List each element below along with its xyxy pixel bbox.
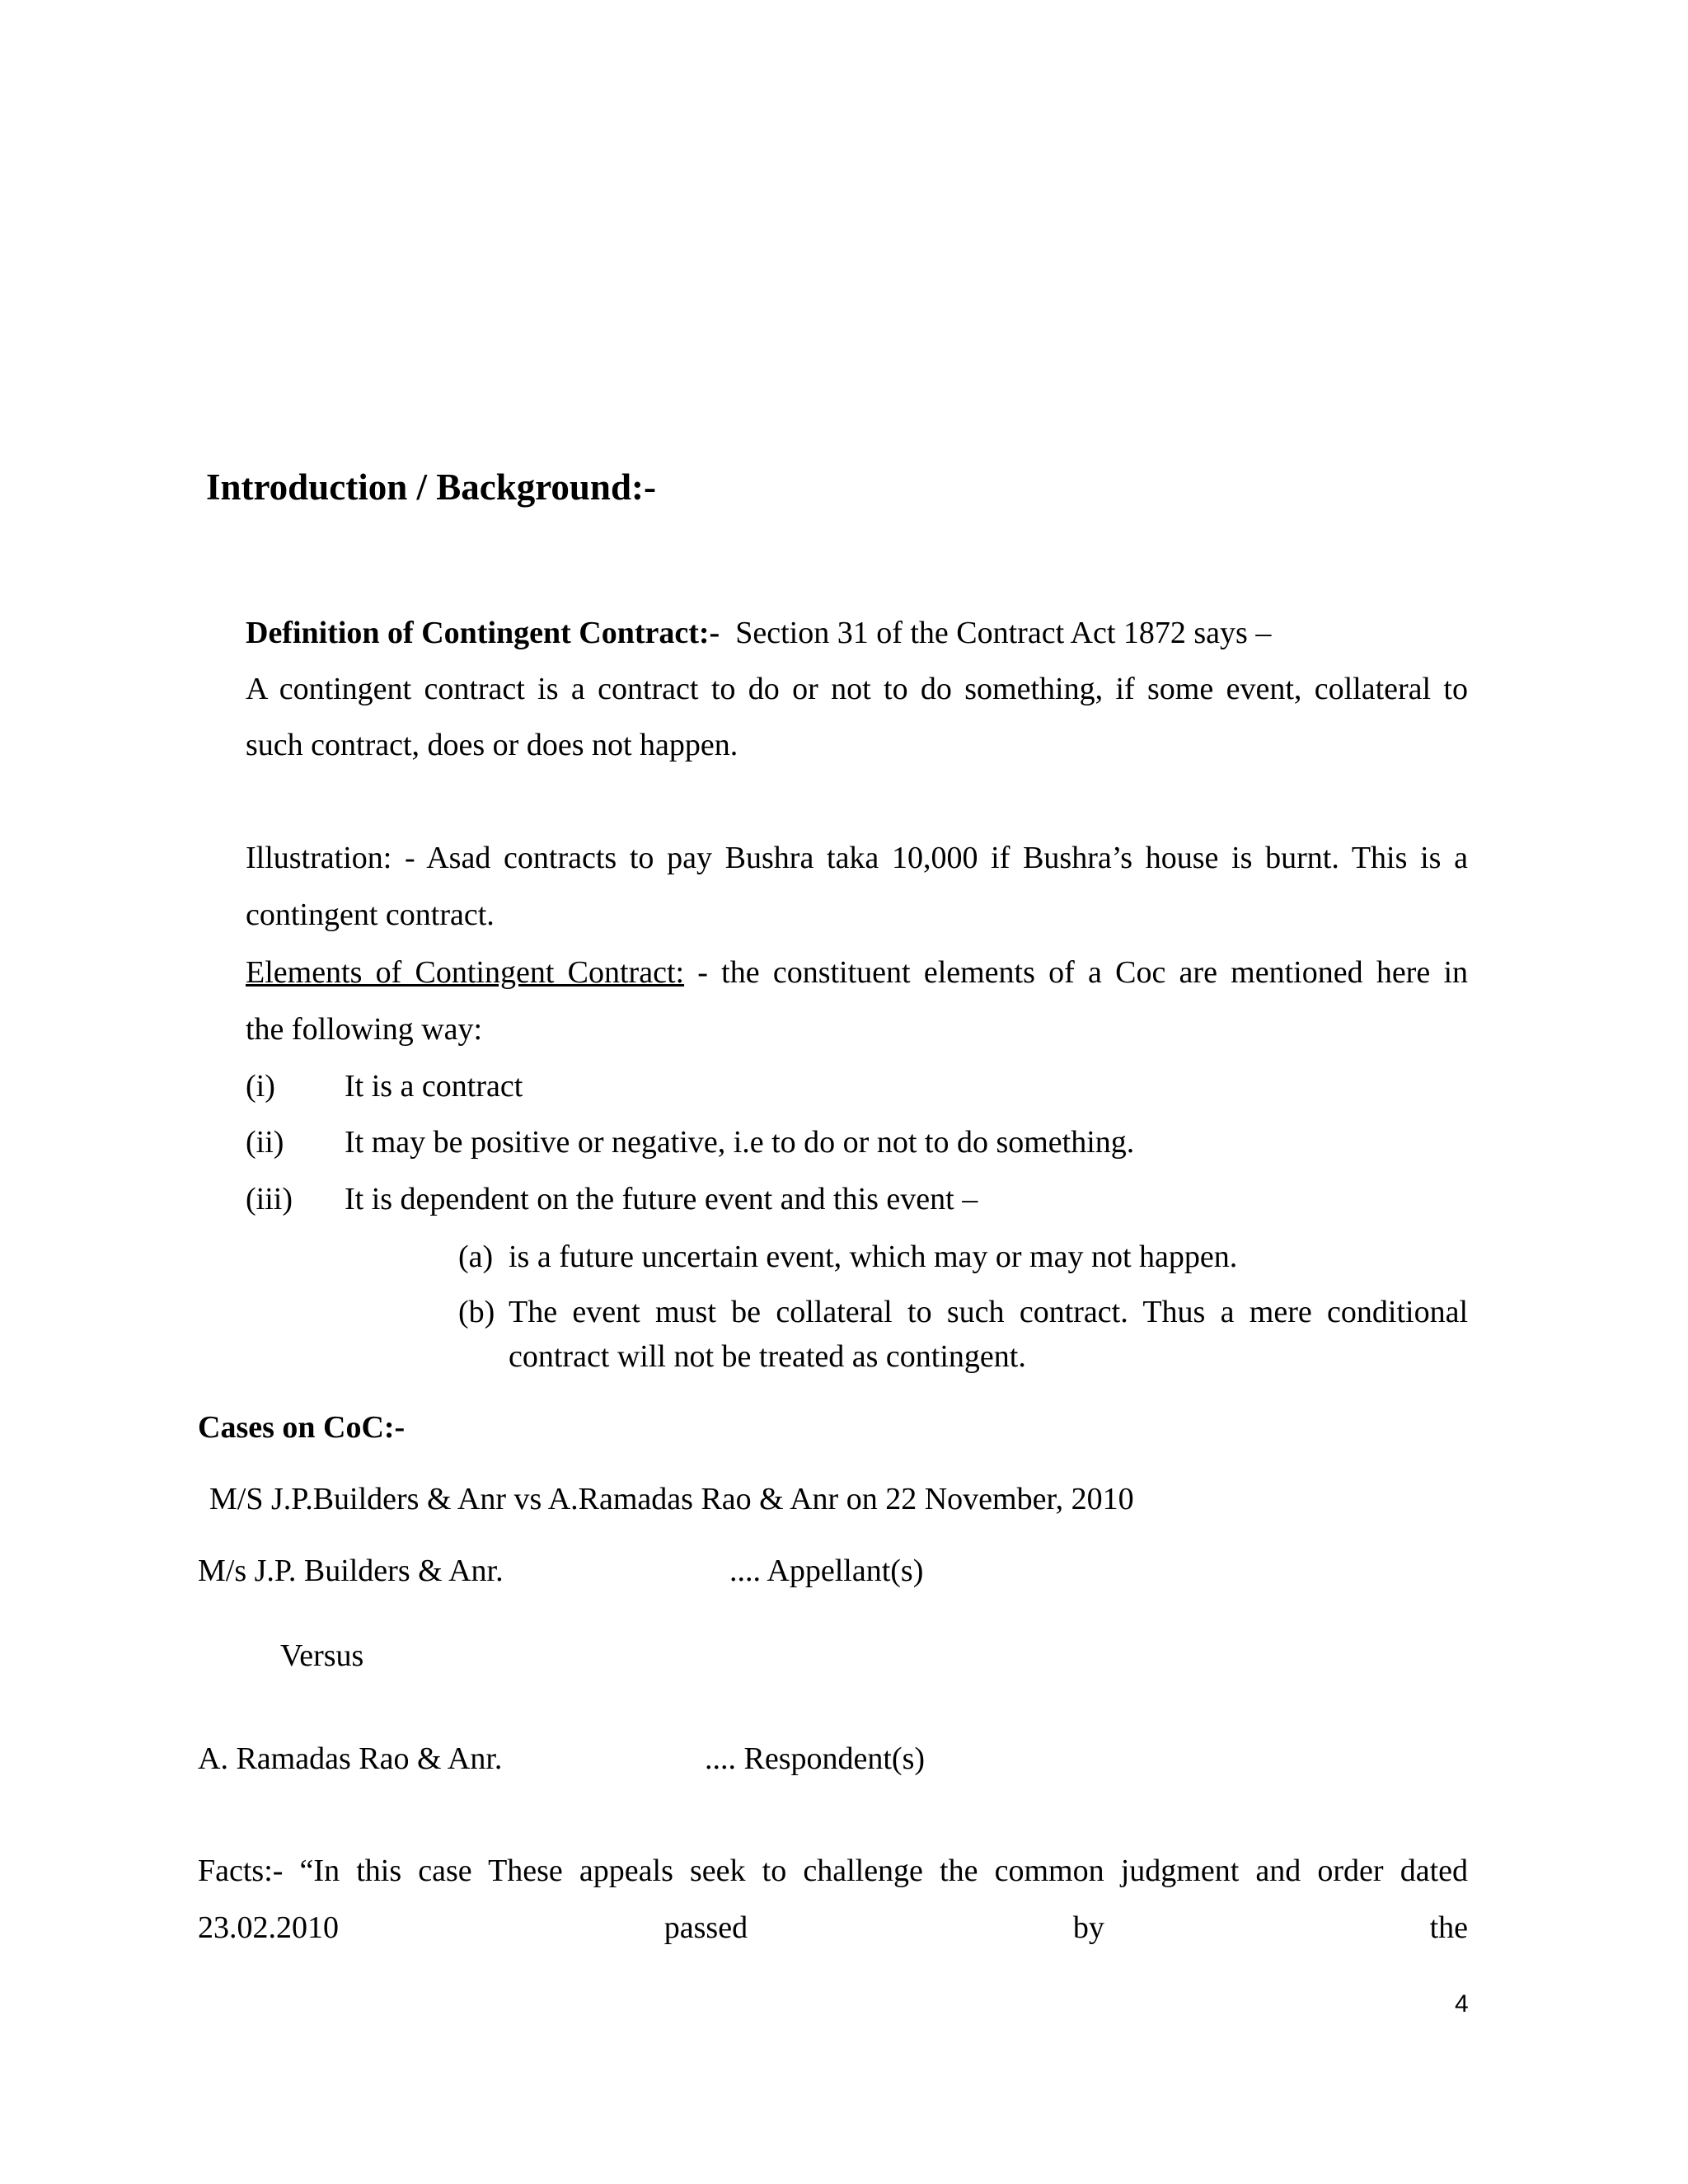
respondent-name: A. Ramadas Rao & Anr.: [198, 1741, 503, 1776]
page-number: 4: [1455, 1990, 1469, 2018]
list-item-text: It may be positive or negative, i.e to do or not to do something.: [345, 1125, 1135, 1160]
elements-first-line: [246, 957, 1468, 988]
definition-first-line: [246, 617, 1271, 649]
cases-heading: Cases on CoC:-: [198, 1410, 406, 1445]
sublist-item-text: The event must be collateral to such contract. Thus a mere conditional: [509, 1295, 1468, 1329]
definition-lead: Section 31 of the Contract Act 1872 says –: [735, 616, 1272, 650]
illustration-line: contingent contract.: [246, 898, 495, 932]
elements-intro-line: the following way:: [246, 1012, 483, 1047]
versus-label: Versus: [280, 1638, 364, 1673]
definition-label: Definition of Contingent Contract:-: [246, 616, 720, 650]
list-item-number: (iii): [246, 1182, 293, 1216]
list-item-number: (ii): [246, 1125, 284, 1160]
appellant-name: M/s J.P. Builders & Anr.: [198, 1554, 504, 1588]
facts-line: Facts:- “In this case These appeals seek to challenge the common judgment and order dated: [198, 1854, 1468, 1888]
list-item-text: It is a contract: [345, 1069, 523, 1104]
respondent-role: .... Respondent(s): [705, 1741, 926, 1776]
sublist-item-number: (a): [458, 1240, 494, 1274]
elements-title: Elements of Contingent Contract:: [246, 955, 685, 990]
appellant-role: .... Appellant(s): [729, 1554, 924, 1588]
list-item-text: It is dependent on the future event and this event –: [345, 1182, 978, 1216]
elements-intro: - the constituent elements of a Coc are mentioned here in: [697, 955, 1468, 990]
definition-text-line: A contingent contract is a contract to do or not to do something, if some event, collateral to: [246, 672, 1468, 706]
sublist-item-text-continued: contract will not be treated as contingent.: [509, 1339, 1026, 1374]
section-heading: Introduction / Background:-: [206, 466, 656, 508]
sublist-item-text: is a future uncertain event, which may or may not happen.: [509, 1240, 1238, 1274]
sublist-item-number: (b): [458, 1295, 495, 1329]
list-item-number: (i): [246, 1069, 275, 1104]
illustration-line: Illustration: - Asad contracts to pay Bushra taka 10,000 if Bushra’s house is burnt. This is a: [246, 841, 1468, 875]
definition-text-line: such contract, does or does not happen.: [246, 728, 738, 762]
case-title: M/S J.P.Builders & Anr vs A.Ramadas Rao & Anr on 22 November, 2010: [209, 1482, 1134, 1516]
facts-line: 23.02.2010 passed by the: [198, 1910, 1468, 1945]
